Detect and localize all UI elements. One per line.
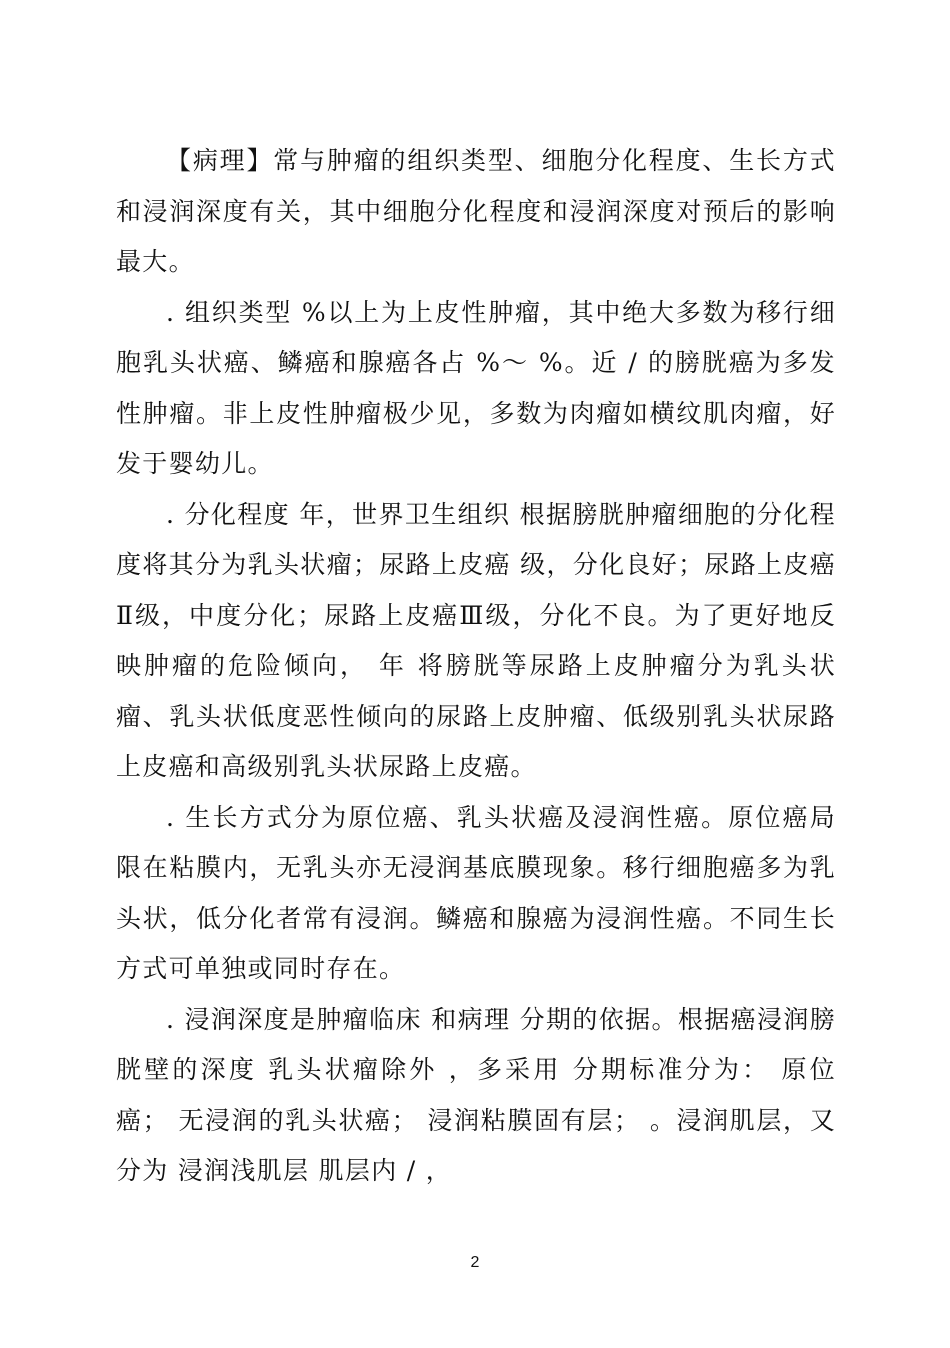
body-text (116, 136, 836, 1197)
paragraph-pathology-intro: 【病理】常与肿瘤的组织类型、细胞分化程度、生长方式和浸润深度有关，其中细胞分化程度和浸润深度对预后的影响最大。 (116, 146, 836, 276)
page-number: 2 (470, 1254, 480, 1271)
paragraph-differentiation: . 分化程度 年，世界卫生组织 根据膀胱肿瘤细胞的分化程度将其分为乳头状瘤；尿路上皮癌 级，分化良好；尿路上皮癌Ⅱ级，中度分化；尿路上皮癌Ⅲ级，分化不良。为了更好地反映肿瘤的危险倾向， 年 将膀胱等尿路上皮肿瘤分为乳头状瘤、乳头状低度恶性倾向的尿路上皮肿瘤、低级别乳头状尿路上皮癌和高级别乳头状尿路上皮癌。 (116, 499, 836, 781)
paragraph-tissue-type: . 组织类型 %以上为上皮性肿瘤，其中绝大多数为移行细胞乳头状癌、鳞癌和腺癌各占 %～ %。近 / 的膀胱癌为多发性肿瘤。非上皮性肿瘤极少见，多数为肉瘤如横纹肌肉瘤，好发于婴幼儿。 (116, 297, 836, 478)
paragraph-growth-pattern: . 生长方式分为原位癌、乳头状癌及浸润性癌。原位癌局限在粘膜内，无乳头亦无浸润基底膜现象。移行细胞癌多为乳头状，低分化者常有浸润。鳞癌和腺癌为浸润性癌。不同生长方式可单独或同时存在。 (116, 802, 836, 983)
paragraph-invasion-depth: . 浸润深度是肿瘤临床 和病理 分期的依据。根据癌浸润膀胱壁的深度 乳头状瘤除外 ，多采用 分期标准分为： 原位癌； 无浸润的乳头状癌； 浸润粘膜固有层； 。浸润肌层，又分为 浸润浅肌层 肌层内 / ， (116, 1004, 836, 1185)
